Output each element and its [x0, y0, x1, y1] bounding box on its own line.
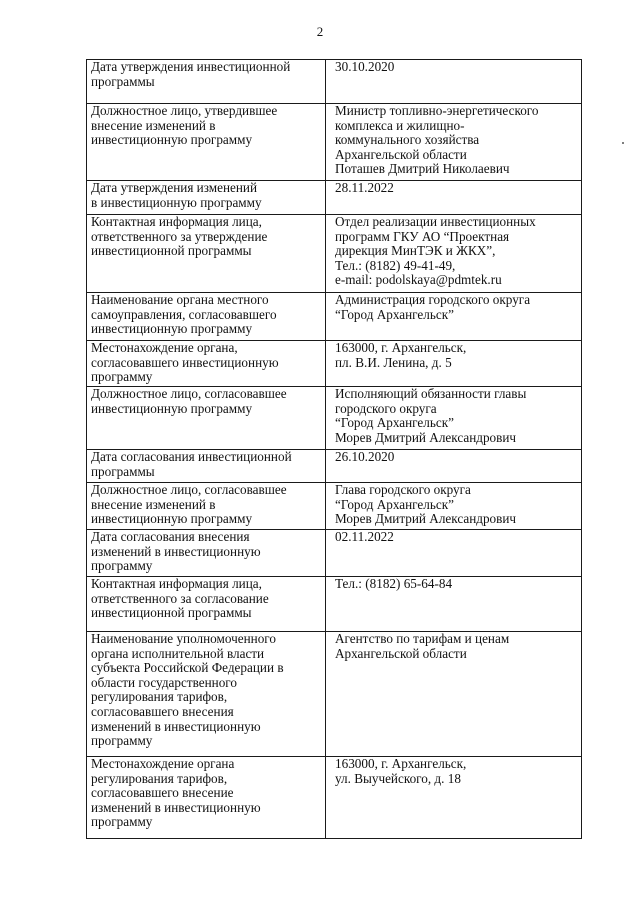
page-number: 2 [316, 24, 324, 39]
table-row [87, 293, 582, 341]
table-row [87, 530, 582, 577]
row-value: Исполняющий обязанности главы городского округа “Город Архангельск” Морев Дмитрий Александрович [326, 387, 582, 450]
row-label: Контактная информация лица, ответственного за утверждение инвестиционной программы [87, 215, 326, 293]
table-row [87, 60, 582, 104]
row-label: Дата утверждения изменений в инвестиционную программу [87, 181, 326, 215]
table-row [87, 104, 582, 181]
table-row [87, 577, 582, 632]
row-value: Администрация городского округа “Город Архангельск” [326, 293, 582, 341]
row-value: 30.10.2020 [326, 60, 582, 104]
row-value: 26.10.2020 [326, 450, 582, 483]
row-label: Местонахождение органа регулирования тарифов, согласовавшего внесение изменений в инвестиционную программу [87, 757, 326, 839]
row-label: Наименование органа местного самоуправления, согласовавшего инвестиционную программу [87, 293, 326, 341]
row-value: Тел.: (8182) 65-64-84 [326, 577, 582, 632]
row-value: 02.11.2022 [326, 530, 582, 577]
row-value: Министр топливно-энергетического комплекса и жилищно- коммунального хозяйства Архангельской области Поташев Дмитрий Николаевич [326, 104, 582, 181]
table-row [87, 450, 582, 483]
investment-program-info-table [86, 59, 582, 839]
row-label: Дата согласования инвестиционной программы [87, 450, 326, 483]
row-label: Должностное лицо, согласовавшее инвестиционную программу [87, 387, 326, 450]
row-value: 163000, г. Архангельск, ул. Выучейского, д. 18 [326, 757, 582, 839]
row-label: Наименование уполномоченного органа исполнительной власти субъекта Российской Федерации в области государственного регулирования тарифов, согласовавшего внесения изменений в инвестиционную программу [87, 632, 326, 757]
row-label: Должностное лицо, утвердившее внесение изменений в инвестиционную программу [87, 104, 326, 181]
scan-speck [622, 142, 624, 144]
table-row [87, 632, 582, 757]
row-value: Отдел реализации инвестиционных программ ГКУ АО “Проектная дирекция МинТЭК и ЖКХ”, Тел.: (8182) 49-41-49, e-mail: podolskaya@pdmtek.ru [326, 215, 582, 293]
row-label: Должностное лицо, согласовавшее внесение изменений в инвестиционную программу [87, 483, 326, 530]
row-value: 28.11.2022 [326, 181, 582, 215]
table-row [87, 181, 582, 215]
table-row [87, 387, 582, 450]
row-label: Дата утверждения инвестиционной программы [87, 60, 326, 104]
row-value: Глава городского округа “Город Архангельск” Морев Дмитрий Александрович [326, 483, 582, 530]
row-label: Местонахождение органа, согласовавшего инвестиционную программу [87, 341, 326, 387]
row-value: 163000, г. Архангельск, пл. В.И. Ленина, д. 5 [326, 341, 582, 387]
row-label: Дата согласования внесения изменений в инвестиционную программу [87, 530, 326, 577]
table-row [87, 215, 582, 293]
row-label: Контактная информация лица, ответственного за согласование инвестиционной программы [87, 577, 326, 632]
table-row [87, 341, 582, 387]
table-row [87, 483, 582, 530]
row-value: Агентство по тарифам и ценам Архангельской области [326, 632, 582, 757]
table-row [87, 757, 582, 839]
